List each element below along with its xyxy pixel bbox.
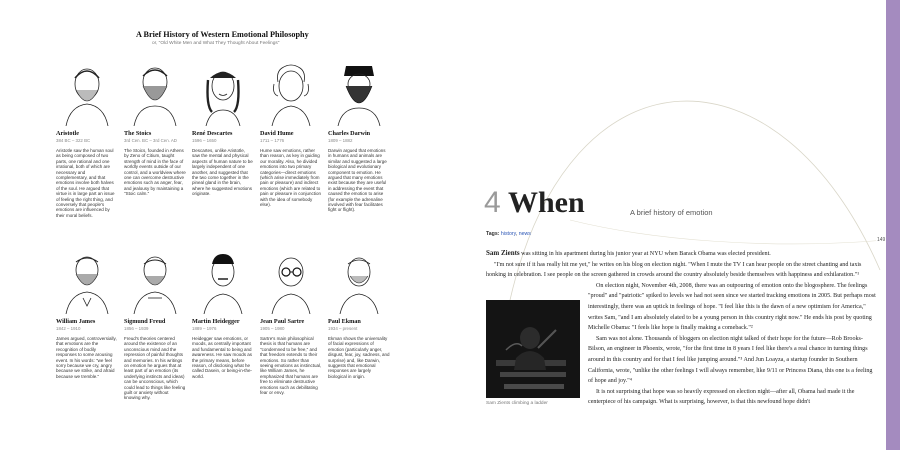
philosopher-name: David Hume (260, 130, 294, 137)
philosopher-name: Martin Heidegger (192, 318, 240, 325)
philosopher-dates: 1934 – present (328, 326, 358, 331)
stoics-portrait-icon (124, 60, 186, 126)
descartes-portrait-icon (192, 60, 254, 126)
hume-portrait-icon (260, 60, 322, 126)
philosopher-name: Charles Darwin (328, 130, 371, 137)
tags-line (486, 231, 531, 237)
philosopher-dates: 3rd Cen. BC – 3rd Cen. AD (124, 138, 177, 143)
philosopher-description: Descartes, unlike Aristotle, saw the mental and physical aspects of human nature to be largely independent of one another, and suggested that the two come together in the pineal gland in the brain, where he suggested emotions originate. (192, 148, 253, 197)
philosopher-dates: 1711 – 1776 (260, 138, 285, 143)
philosopher-dates: 384 BC – 322 BC (56, 138, 91, 143)
page-number: 149 (877, 237, 886, 243)
paragraph-5: It is not surprising that hope was so heavily expressed on election night—after all, Obama had made it the centerpiece of his campaign. What is surprising, however, is that this newfound hope didn't (588, 388, 855, 406)
page-subtitle: or, "Old White Men and What They Thought About Feelings" (152, 41, 280, 46)
philosopher-name: William James (56, 318, 96, 325)
paragraph-2: "I'm not sure if it has really hit me yet," he writes on his blog on election night. "When I mute the TV I can hear people on the street chanting and taxis honking in celebration. I see people on the screen gathered in crowds around the country absolutely beside themselves with happiness and exhilaration."¹ (486, 261, 862, 279)
page-title: A Brief History of Western Emotional Philosophy (136, 30, 309, 39)
philosopher-description: James argued, controversially, that emotions are the recognition of bodily responses to some arousing event. In his words: "we feel sorry because we cry, angry because we strike, and afraid because we tremble." (56, 336, 117, 379)
lead-name: Sam Zients (486, 249, 520, 257)
philosopher-name: Sigmund Freud (124, 318, 166, 325)
chapter-number: 4 (484, 186, 501, 219)
darwin-portrait-icon (328, 60, 390, 126)
chapter-tab (886, 0, 900, 450)
philosopher-dates: 1905 – 1980 (260, 326, 285, 331)
philosopher-name: The Stoics (124, 130, 152, 137)
heidegger-portrait-icon (192, 248, 254, 314)
tags-label: Tags: (486, 231, 500, 237)
philosopher-dates: 1809 – 1882 (328, 138, 353, 143)
philosopher-description: Aristotle saw the human soul as being composed of two parts, one rational and one irrational, both of which are necessary and complementary, and that emotions involve both halves of the soul. He argued that virtue is in large part an issue of feeling the right thing, and conversely that people's emotions are influenced by their moral beliefs. (56, 148, 115, 218)
philosopher-description: Sartre's main philosophical thesis is that humans are "condemned to be free," and that freedom extends to their emotions. So rather than seeing emotions as instinctual, like William James, he emphasized that humans are free to eliminate destructive emotions such as debilitating fear or envy. (260, 336, 322, 396)
philosopher-description: Darwin argued that emotions in humans and animals are similar and suggested a large biological and evolutionary component to emotion. He argued that many emotions exist because they are useful in addressing the event that caused the emotion to arise (for example the adrenaline involved with fear facilitates fight or flight). (328, 148, 387, 213)
paragraph-1-text: was sitting in his apartment during his junior year at NYU when Barack Obama was elected president. (519, 251, 771, 257)
philosopher-dates: 1856 – 1939 (124, 326, 149, 331)
paragraph-4: Sam was not alone. Thousands of bloggers on election night talked of their hope for the future—Rob Brooks-Bilson, an engineer in Phoenix, wrote, "for the first time in 8 years I feel like there's a real chance in turning things around in this country and for that I feel like jumping around."³ And Jun Loayza, a startup founder in Southern California, wrote, "unlike the other feelings I will always remember, like 9/11 or Princess Diana, this one is a feeling of hope and joy."⁴ (588, 335, 873, 385)
tag-news-link[interactable]: news (518, 231, 531, 237)
sam-zients-photo (486, 300, 580, 398)
philosopher-dates: 1889 – 1976 (192, 326, 217, 331)
philosopher-description: Hume saw emotions, rather than reason, as key in guiding our morality. Also, he divided emotions into two primary categories—direct emotions (which arise immediately from pain or pleasure) and indirect emotions (which are related to pain or pleasure in conjunction with the idea of somebody else). (260, 148, 322, 208)
philosopher-name: René Descartes (192, 130, 233, 137)
paragraph-3: On election night, November 4th, 2008, there was an outpouring of emotion onto the blogosphere. The feelings "proud" and "patriotic" spiked to levels we had not seen since we started tracking emotions in 2005. But perhaps most interestingly, there was an uptick in feelings of hope. "I feel like this is the dawn of a new optimism for America," writes Sam, "and I am absolutely elated to be a young person in this country right now." He ends his post by quoting Michelle Obama: "I feels like hope is finally making a comeback."² (588, 282, 876, 332)
aristotle-portrait-icon (56, 60, 118, 126)
photo-caption: Sam Zients climbing a ladder (486, 401, 548, 406)
paragraph-1 (486, 248, 878, 260)
philosopher-name: Jean Paul Sartre (260, 318, 305, 325)
james-portrait-icon (56, 248, 118, 314)
freud-portrait-icon (124, 248, 186, 314)
sartre-portrait-icon (260, 248, 322, 314)
philosopher-description: Ekman shows the universality of facial expressions of emotion (particularly anger, disgust, fear, joy, sadness, and surprise) and, like Darwin, suggests that emotional responses are largely biological in origin. (328, 336, 390, 379)
philosopher-name: Paul Ekman (328, 318, 361, 325)
tag-separator: , (515, 231, 519, 237)
philosopher-description: Freud's theories centered around the existence of an unconscious mind and the repression of painful thoughts and memories. In his writings on emotion he argues that at least part of an emotion (its underlying instincts and ideas) can be unconscious, which could lead to things like feeling guilt or anxiety without knowing why. (124, 336, 186, 401)
ekman-portrait-icon (328, 248, 390, 314)
philosopher-dates: 1596 – 1650 (192, 138, 217, 143)
tag-history-link[interactable]: history (500, 231, 516, 237)
philosopher-name: Aristotle (56, 130, 80, 137)
chapter-subtitle: A brief history of emotion (630, 208, 713, 217)
chapter-title: When (508, 186, 585, 219)
philosopher-description: Heidegger saw emotions, or moods, as centrally important and fundamental to being and awareness. He saw moods as the primary means, before reason, of disclosing what he called Dasein, or being-in-the-world. (192, 336, 253, 379)
philosopher-dates: 1842 – 1910 (56, 326, 81, 331)
philosopher-description: The Stoics, founded in Athens by Zeno of Citium, taught strength of mind in the face of worldly events outside of our control, and a worldview where one can overcome destructive emotions such as anger, fear, and jealousy by maintaining a "Stoic calm." (124, 148, 186, 197)
